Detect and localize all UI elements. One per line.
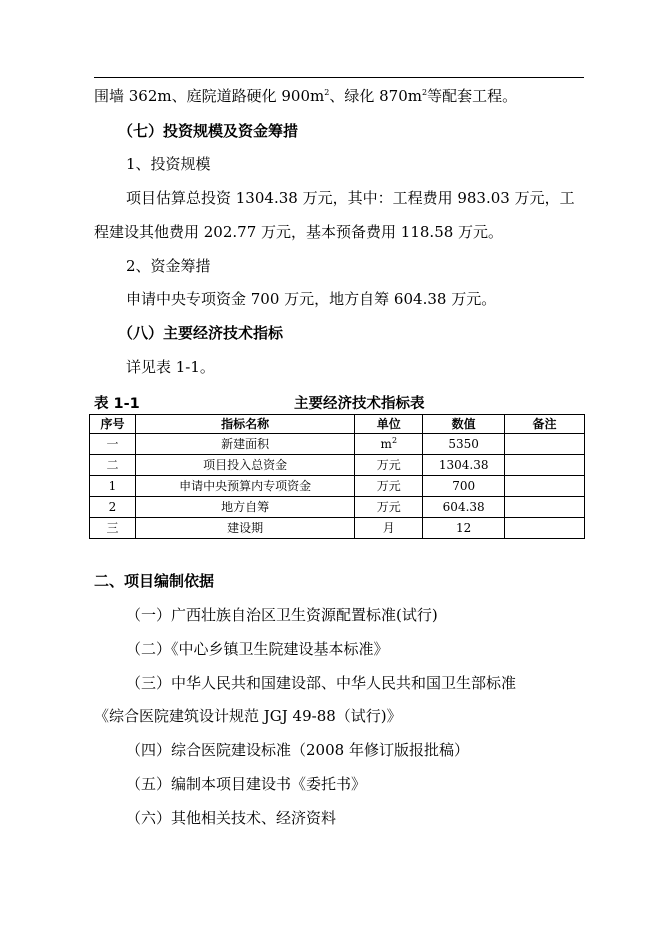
col-header-unit: 单位 xyxy=(355,415,423,434)
col-header-seq: 序号 xyxy=(90,415,136,434)
cell-value: 12 xyxy=(423,518,505,539)
cell-name: 项目投入总资金 xyxy=(135,455,354,476)
section2-heading: 二、项目编制依据 xyxy=(94,572,215,590)
section7-para1-line2: 程建设其他费用 202.77 万元，基本预备费用 118.58 万元。 xyxy=(94,223,504,241)
table-row xyxy=(90,497,585,518)
table-title: 主要经济技术指标表 xyxy=(294,396,425,412)
cell-seq: 二 xyxy=(90,455,136,476)
section8-heading: （八）主要经济技术指标 xyxy=(118,324,284,342)
cell-note xyxy=(505,518,585,539)
section2-item-5: （五）编制本项目建设书《委托书》 xyxy=(126,775,367,793)
cell-unit: 月 xyxy=(355,518,423,539)
cell-unit: $m^2$ xyxy=(355,434,423,455)
cell-value: 1304.38 xyxy=(423,455,505,476)
col-header-value: 数值 xyxy=(423,415,505,434)
cell-unit: 万元 xyxy=(355,476,423,497)
section7-para1-line1: 项目估算总投资 1304.38 万元，其中：工程费用 983.03 万元，工 xyxy=(126,189,575,207)
cell-name: 新建面积 xyxy=(135,434,354,455)
cell-note xyxy=(505,434,585,455)
table-row xyxy=(90,518,585,539)
table-row xyxy=(90,476,585,497)
section2-item-2: （二）《中心乡镇卫生院建设基本标准》 xyxy=(126,640,389,658)
cell-seq: 2 xyxy=(90,497,136,518)
section7-sub2: 2、资金筹措 xyxy=(126,257,211,275)
top-paragraph-line: 围墙 362m、庭院道路硬化 $900m^2$、绿化 $870m^2$等配套工程。 xyxy=(94,87,518,105)
table-number: 表 1-1 xyxy=(94,396,140,412)
col-header-note: 备注 xyxy=(505,415,585,434)
cell-seq: 三 xyxy=(90,518,136,539)
section8-para: 详见表 1-1。 xyxy=(126,358,215,376)
section7-heading: （七）投资规模及资金筹措 xyxy=(118,122,299,140)
cell-value: 5350 xyxy=(423,434,505,455)
section2-item-3-cont: 《综合医院建筑设计规范 JGJ 49-88（试行)》 xyxy=(94,707,402,725)
col-header-name: 指标名称 xyxy=(135,415,354,434)
section2-item-6: （六）其他相关技术、经济资料 xyxy=(126,809,337,827)
cell-note xyxy=(505,455,585,476)
cell-unit: 万元 xyxy=(355,455,423,476)
cell-unit: 万元 xyxy=(355,497,423,518)
cell-value: 700 xyxy=(423,476,505,497)
cell-seq: 一 xyxy=(90,434,136,455)
cell-name: 申请中央预算内专项资金 xyxy=(135,476,354,497)
table-row xyxy=(90,455,585,476)
section2-item-1: （一）广西壮族自治区卫生资源配置标准(试行) xyxy=(126,606,438,624)
cell-note xyxy=(505,476,585,497)
table-row xyxy=(90,434,585,455)
section2-item-3: （三）中华人民共和国建设部、中华人民共和国卫生部标准 xyxy=(126,674,517,692)
header-rule xyxy=(94,77,584,78)
section2-item-4: （四）综合医院建设标准（2008 年修订版报批稿） xyxy=(126,741,469,759)
cell-note xyxy=(505,497,585,518)
cell-name: 地方自筹 xyxy=(135,497,354,518)
cell-name: 建设期 xyxy=(135,518,354,539)
table-header-row xyxy=(90,415,585,434)
cell-value: 604.38 xyxy=(423,497,505,518)
cell-seq: 1 xyxy=(90,476,136,497)
section7-para2: 申请中央专项资金 700 万元，地方自筹 604.38 万元。 xyxy=(126,290,497,308)
section7-sub1: 1、投资规模 xyxy=(126,155,211,173)
indicator-table xyxy=(89,414,585,539)
